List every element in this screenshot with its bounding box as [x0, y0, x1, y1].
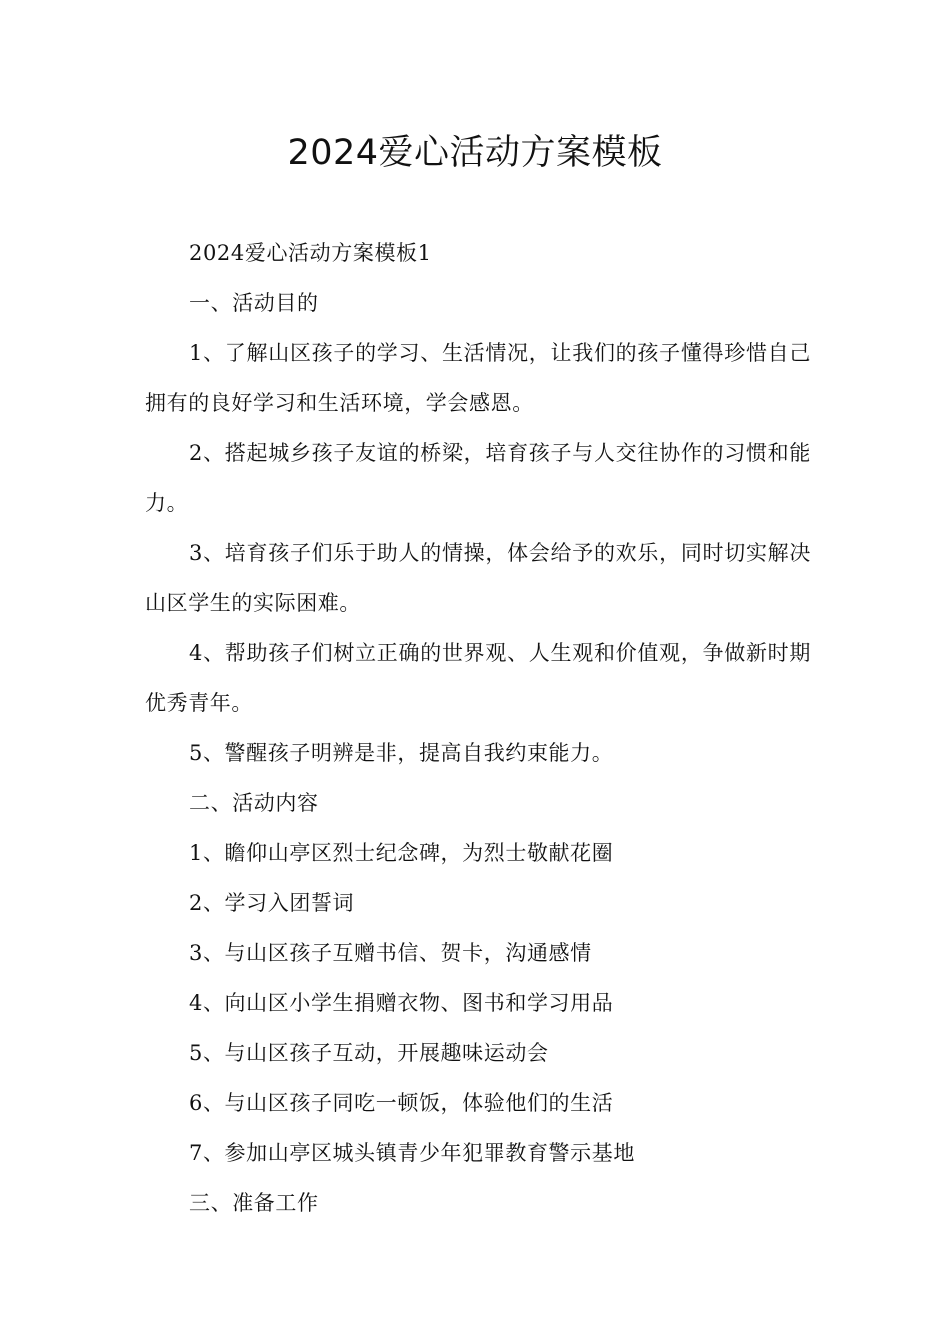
- list-item-content-2: 2、学习入团誓词: [189, 891, 355, 915]
- list-item-content-4: 4、向山区小学生捐赠衣物、图书和学习用品: [189, 991, 614, 1015]
- list-item-content-7: 7、参加山亭区城头镇青少年犯罪教育警示基地: [189, 1141, 635, 1165]
- list-item-content-6: 6、与山区孩子同吃一顿饭，体验他们的生活: [189, 1091, 614, 1115]
- section-heading-purpose: 一、活动目的: [189, 291, 319, 315]
- paragraph-purpose-1: 1、了解山区孩子的学习、生活情况，让我们的孩子懂得珍惜自己拥有的良好学习和生活环境，学会感恩。: [145, 341, 811, 415]
- paragraph-purpose-5: 5、警醒孩子明辨是非，提高自我约束能力。: [189, 741, 614, 765]
- document-title: 2024爱心活动方案模板: [287, 133, 663, 173]
- list-item-content-1: 1、瞻仰山亭区烈士纪念碑，为烈士敬献花圈: [189, 841, 614, 865]
- paragraph-subtitle: 2024爱心活动方案模板1: [189, 241, 432, 265]
- paragraph-purpose-2: 2、搭起城乡孩子友谊的桥梁，培育孩子与人交往协作的习惯和能力。: [145, 441, 811, 515]
- list-item-content-5: 5、与山区孩子互动，开展趣味运动会: [189, 1041, 549, 1065]
- section-heading-content: 二、活动内容: [189, 791, 319, 815]
- paragraph-purpose-3: 3、培育孩子们乐于助人的情操，体会给予的欢乐，同时切实解决山区学生的实际困难。: [145, 541, 811, 615]
- section-heading-preparation: 三、准备工作: [189, 1191, 319, 1215]
- paragraph-purpose-4: 4、帮助孩子们树立正确的世界观、人生观和价值观，争做新时期优秀青年。: [145, 641, 811, 715]
- document-body: [145, 228, 811, 1228]
- list-item-content-3: 3、与山区孩子互赠书信、贺卡，沟通感情: [189, 941, 592, 965]
